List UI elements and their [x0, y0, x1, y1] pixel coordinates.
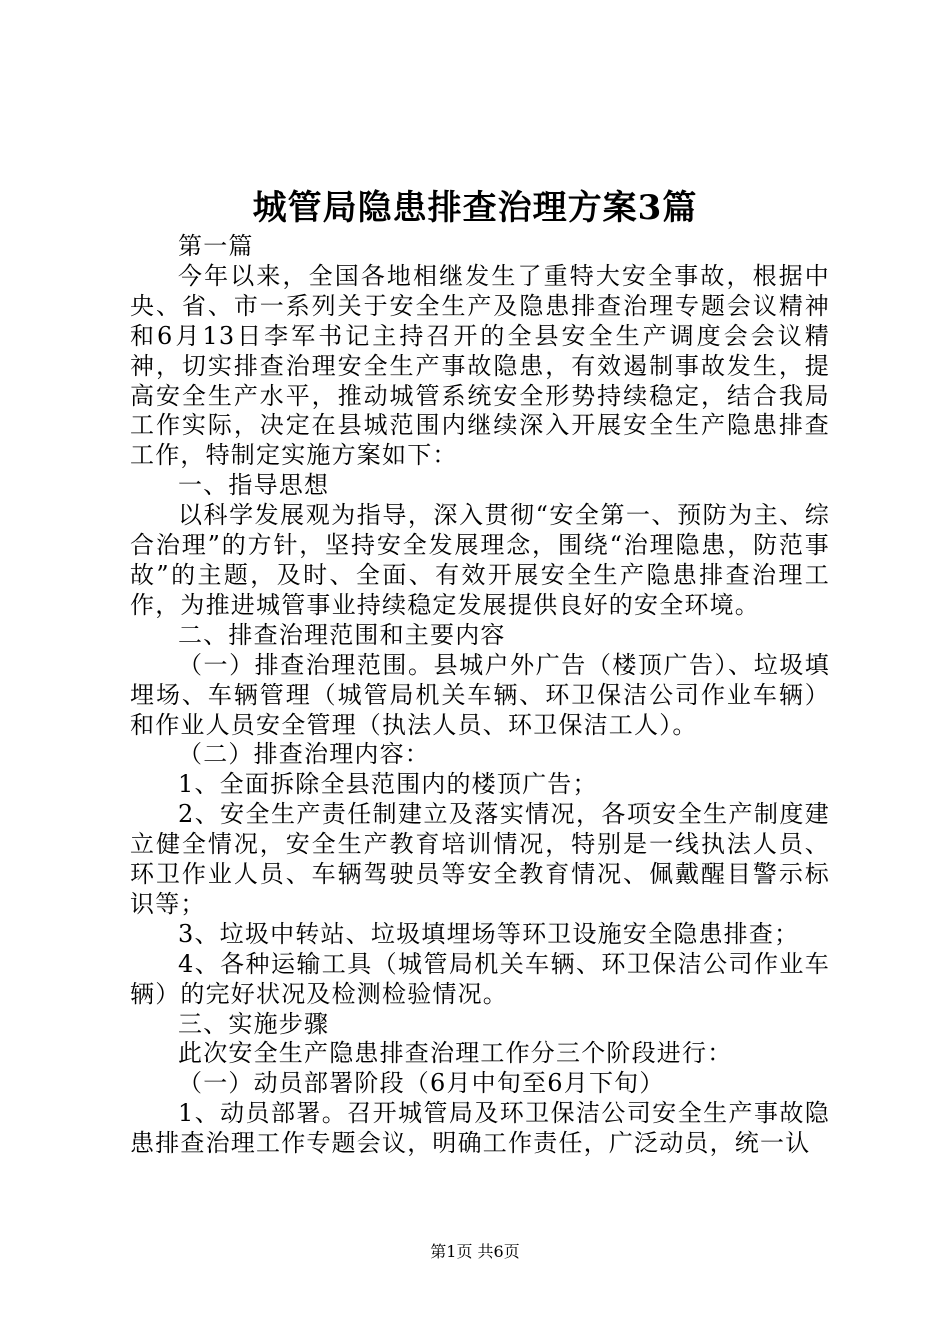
list-item-4: 4、各种运输工具（城管局机关车辆、环卫保洁公司作业车辆）的完好状况及检测检验情况。	[130, 949, 830, 1008]
list-item-2: 2、安全生产责任制建立及落实情况，各项安全生产制度建立健全情况，安全生产教育培训情况，特别是一线执法人员、环卫作业人员、车辆驾驶员等安全教育情况、佩戴醒目警示标识等；	[130, 800, 830, 918]
list-item-3: 3、垃圾中转站、垃圾填埋场等环卫设施安全隐患排查；	[178, 919, 800, 948]
paragraph-intro: 今年以来，全国各地相继发生了重特大安全事故，根据中央、省、市一系列关于安全生产及隐患排查治理专题会议精神和6月13日李军书记主持召开的全县安全生产调度会会议精神，切实排查治理安全生产事故隐患，有效遏制事故发生，提高安全生产水平，推动城管系统安全形势持续稳定，结合我局工作实际，决定在县城范围内继续深入开展安全生产隐患排查工作，特制定实施方案如下：	[130, 261, 830, 470]
list-item-1: 1、全面拆除全县范围内的楼顶广告；	[178, 770, 598, 799]
paragraph-mobilization: 1、动员部署。召开城管局及环卫保洁公司安全生产事故隐患排查治理工作专题会议，明确工作责任，广泛动员，统一认	[130, 1099, 830, 1158]
heading-implementation-steps: 三、实施步骤	[178, 1009, 330, 1038]
document-title: 城管局隐患排查治理方案3篇	[252, 188, 698, 228]
heading-guiding-thought: 一、指导思想	[178, 471, 330, 500]
paragraph-stages: 此次安全生产隐患排查治理工作分三个阶段进行：	[178, 1039, 733, 1068]
document-body	[130, 232, 830, 1159]
paragraph-scope: （一）排查治理范围。县城户外广告（楼顶广告）、垃圾填埋场、车辆管理（城管局机关车辆、环卫保洁公司作业车辆）和作业人员安全管理（执法人员、环卫保洁工人）。	[130, 650, 830, 739]
heading-scope-content: 二、排查治理范围和主要内容	[178, 620, 506, 649]
subheading-mobilization: （一）动员部署阶段（6月中旬至6月下旬）	[178, 1069, 665, 1098]
subheading-content: （二）排查治理内容：	[178, 740, 430, 769]
paragraph-guiding-thought: 以科学发展观为指导，深入贯彻“安全第一、预防为主、综合治理”的方针，坚持安全发展理念，围绕“治理隐患，防范事故”的主题，及时、全面、有效开展安全生产隐患排查治理工作，为推进城管事业持续稳定发展提供良好的安全环境。	[130, 501, 830, 619]
page-footer: 第1页 共6页	[430, 1242, 520, 1261]
paragraph-section-label: 第一篇	[178, 232, 254, 260]
